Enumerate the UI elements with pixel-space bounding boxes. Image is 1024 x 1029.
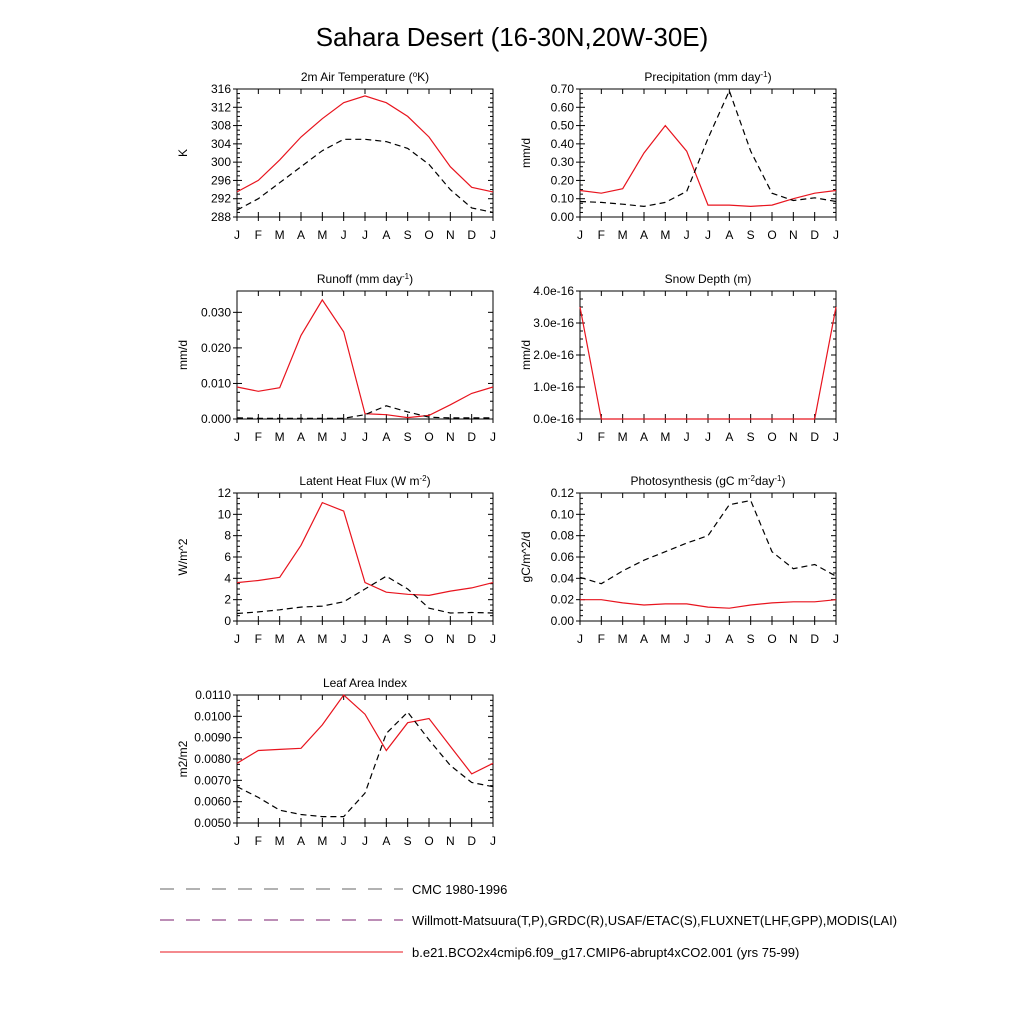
y-axis-label: m2/m2 — [176, 740, 190, 778]
x-tick-label: S — [403, 228, 412, 242]
x-tick-label: J — [833, 228, 839, 242]
chart-panel — [176, 474, 496, 647]
y-tick-label: 308 — [210, 118, 231, 133]
chart-panel — [176, 676, 496, 848]
legend-item — [160, 945, 799, 960]
chart-panel — [176, 272, 496, 445]
x-tick-label: J — [234, 834, 240, 848]
x-tick-label: A — [296, 632, 306, 646]
y-tick-label: 296 — [210, 173, 231, 188]
plot-frame — [237, 89, 493, 217]
x-tick-label: N — [445, 430, 455, 444]
y-tick-label: 12 — [217, 486, 231, 500]
x-tick-label: A — [639, 632, 649, 646]
y-tick-label: 6 — [224, 550, 231, 564]
legend-label: CMC 1980-1996 — [412, 882, 508, 897]
chart-panel — [519, 70, 839, 243]
y-tick-label: 0.0060 — [194, 794, 231, 809]
x-tick-label: N — [788, 228, 798, 242]
y-tick-label: 288 — [210, 210, 231, 224]
x-tick-label: N — [445, 228, 455, 242]
y-tick-label: 0.30 — [550, 155, 574, 170]
x-tick-label: F — [254, 228, 263, 242]
x-tick-label: A — [639, 228, 649, 242]
y-tick-label: 0.0090 — [194, 730, 231, 745]
x-tick-label: S — [403, 430, 412, 444]
legend-item — [160, 913, 897, 928]
x-tick-label: M — [660, 632, 671, 646]
plot-frame — [580, 291, 836, 419]
y-tick-label: 0.70 — [550, 82, 574, 96]
x-tick-label: J — [683, 228, 690, 242]
y-tick-label: 0.60 — [550, 100, 574, 115]
x-tick-label: A — [639, 430, 649, 444]
x-tick-label: M — [617, 632, 628, 646]
x-tick-label: O — [767, 632, 777, 646]
x-tick-label: A — [296, 228, 306, 242]
x-tick-label: N — [788, 632, 798, 646]
x-tick-label: J — [705, 430, 711, 444]
y-tick-label: 0.0110 — [195, 688, 231, 702]
x-tick-label: A — [725, 228, 734, 242]
plot-frame — [237, 493, 493, 621]
y-tick-label: 0.020 — [200, 340, 231, 355]
x-tick-label: A — [725, 632, 734, 646]
y-axis-label: mm/d — [519, 340, 533, 370]
y-tick-label: 0.0100 — [194, 709, 231, 724]
series-line-model — [237, 503, 493, 596]
x-tick-label: A — [382, 228, 391, 242]
y-tick-label: 0.030 — [200, 305, 231, 320]
y-tick-label: 312 — [210, 100, 231, 115]
y-tick-label: 0.00 — [550, 614, 574, 628]
y-tick-label: 4 — [224, 571, 231, 586]
x-tick-label: D — [810, 228, 820, 242]
x-tick-label: N — [445, 632, 455, 646]
x-tick-label: A — [296, 430, 306, 444]
y-axis-label: mm/d — [519, 138, 533, 168]
x-tick-label: J — [683, 430, 690, 444]
x-tick-label: M — [617, 228, 628, 242]
x-tick-label: O — [424, 834, 434, 848]
x-tick-label: J — [234, 430, 240, 444]
x-tick-label: J — [577, 430, 583, 444]
plot-frame — [237, 291, 493, 419]
panel-title: Photosynthesis (gC $m^{-2}day^{-1}$) — [630, 473, 786, 488]
x-tick-label: J — [362, 632, 368, 646]
x-tick-label: J — [362, 228, 368, 242]
x-tick-label: D — [467, 834, 477, 848]
y-tick-label: 0.20 — [550, 173, 574, 188]
x-tick-label: J — [490, 430, 496, 444]
series-line-observed — [580, 501, 836, 584]
panel-title: Runoff (mm day$^{-1}$) — [316, 271, 414, 286]
x-tick-label: A — [382, 632, 391, 646]
x-tick-label: O — [767, 228, 777, 242]
y-tick-label: 0.12 — [550, 486, 574, 500]
y-tick-label: 0.10 — [550, 191, 574, 206]
x-tick-label: S — [746, 430, 755, 444]
series-line-observed — [237, 712, 493, 817]
x-tick-label: J — [683, 632, 690, 646]
x-tick-label: J — [490, 632, 496, 646]
x-tick-label: D — [810, 430, 820, 444]
y-tick-label: 3.0e-16 — [533, 316, 574, 330]
x-tick-label: J — [577, 632, 583, 646]
y-tick-label: 0.0e-16 — [533, 412, 574, 426]
panel-title: Leaf Area Index — [322, 676, 408, 690]
y-tick-label: 8 — [224, 528, 231, 543]
chart-panel — [519, 272, 839, 444]
y-tick-label: 0.40 — [550, 136, 574, 151]
x-tick-label: M — [317, 632, 328, 646]
y-tick-label: 0.08 — [550, 528, 574, 543]
x-tick-label: M — [317, 834, 328, 848]
y-tick-label: 0.50 — [550, 118, 574, 133]
x-tick-label: J — [340, 228, 347, 242]
x-tick-label: F — [597, 228, 606, 242]
x-tick-label: J — [362, 834, 368, 848]
x-tick-label: M — [660, 228, 671, 242]
x-tick-label: M — [660, 430, 671, 444]
y-tick-label: 0.010 — [200, 376, 231, 391]
x-tick-label: D — [467, 430, 477, 444]
y-tick-label: 1.0e-16 — [533, 380, 574, 394]
x-tick-label: F — [254, 632, 263, 646]
x-tick-label: M — [317, 430, 328, 444]
x-tick-label: D — [467, 632, 477, 646]
legend-item — [160, 882, 507, 897]
x-tick-label: J — [234, 632, 240, 646]
series-line-model — [237, 300, 493, 418]
series-line-model — [237, 96, 493, 192]
x-tick-label: M — [274, 228, 285, 242]
x-tick-label: O — [767, 430, 777, 444]
y-tick-label: 0.04 — [550, 571, 574, 586]
x-tick-label: J — [833, 632, 839, 646]
y-tick-label: 2.0e-16 — [533, 348, 574, 362]
series-line-model — [580, 600, 836, 609]
y-tick-label: 0.0050 — [194, 816, 231, 830]
x-tick-label: J — [490, 228, 496, 242]
series-line-model — [237, 695, 493, 774]
x-tick-label: S — [746, 632, 755, 646]
x-tick-label: F — [254, 430, 263, 444]
y-tick-label: 0.000 — [200, 412, 231, 426]
y-tick-label: 4.0e-16 — [533, 284, 574, 298]
y-axis-label: W/m^2 — [176, 538, 190, 576]
x-tick-label: M — [617, 430, 628, 444]
x-tick-label: A — [382, 430, 391, 444]
x-tick-label: D — [810, 632, 820, 646]
y-tick-label: 0.0080 — [194, 752, 231, 766]
x-tick-label: S — [403, 834, 412, 848]
x-tick-label: S — [403, 632, 412, 646]
panel-title: Precipitation (mm day$^{-1}$) — [644, 69, 772, 84]
x-tick-label: J — [577, 228, 583, 242]
x-tick-label: J — [833, 430, 839, 444]
y-axis-label: gC/m^2/d — [519, 531, 533, 583]
x-tick-label: F — [254, 834, 263, 848]
x-tick-label: O — [424, 228, 434, 242]
series-line-observed — [237, 139, 493, 212]
x-tick-label: D — [467, 228, 477, 242]
x-tick-label: O — [424, 632, 434, 646]
chart-panel — [176, 70, 496, 243]
y-tick-label: 2 — [224, 592, 231, 607]
series-line-model — [580, 126, 836, 207]
x-tick-label: M — [274, 834, 285, 848]
legend-label: Willmott-Matsuura(T,P),GRDC(R),USAF/ETAC(S),FLUXNET(LHF,GPP),MODIS(LAI) — [412, 913, 898, 928]
x-tick-label: F — [597, 632, 606, 646]
x-tick-label: N — [445, 834, 455, 848]
x-tick-label: F — [597, 430, 606, 444]
x-tick-label: O — [424, 430, 434, 444]
x-tick-label: J — [234, 228, 240, 242]
legend-label: b.e21.BCO2x4cmip6.f09_g17.CMIP6-abrupt4xCO2.001 (yrs 75-99) — [412, 945, 800, 960]
y-axis-label: K — [176, 148, 190, 158]
x-tick-label: A — [725, 430, 734, 444]
y-tick-label: 0 — [224, 614, 231, 628]
x-tick-label: J — [340, 834, 347, 848]
x-tick-label: J — [490, 834, 496, 848]
y-tick-label: 10 — [217, 507, 231, 522]
x-tick-label: J — [340, 430, 347, 444]
y-tick-label: 292 — [210, 191, 231, 206]
y-tick-label: 0.06 — [550, 550, 574, 564]
y-tick-label: 0.02 — [550, 592, 574, 607]
series-line-model — [580, 307, 836, 419]
x-tick-label: M — [274, 430, 285, 444]
chart-panel — [519, 474, 839, 647]
x-tick-label: J — [362, 430, 368, 444]
y-tick-label: 0.00 — [550, 210, 574, 224]
x-tick-label: M — [274, 632, 285, 646]
x-tick-label: J — [705, 228, 711, 242]
y-tick-label: 316 — [210, 82, 231, 96]
x-tick-label: A — [382, 834, 391, 848]
x-tick-label: M — [317, 228, 328, 242]
y-tick-label: 0.0070 — [194, 773, 231, 788]
x-tick-label: J — [705, 632, 711, 646]
x-tick-label: N — [788, 430, 798, 444]
y-tick-label: 304 — [210, 136, 231, 151]
panel-title: 2m Air Temperature ($^o$K) — [300, 69, 430, 84]
x-tick-label: S — [746, 228, 755, 242]
panel-title: Latent Heat Flux (W $m^{-2}$) — [299, 473, 431, 488]
figure-title: Sahara Desert (16-30N,20W-30E) — [315, 22, 709, 52]
y-tick-label: 0.10 — [550, 507, 574, 522]
panel-title: Snow Depth (m) — [664, 272, 752, 286]
y-tick-label: 300 — [210, 155, 231, 170]
x-tick-label: A — [296, 834, 306, 848]
x-tick-label: J — [340, 632, 347, 646]
y-axis-label: mm/d — [176, 340, 190, 370]
